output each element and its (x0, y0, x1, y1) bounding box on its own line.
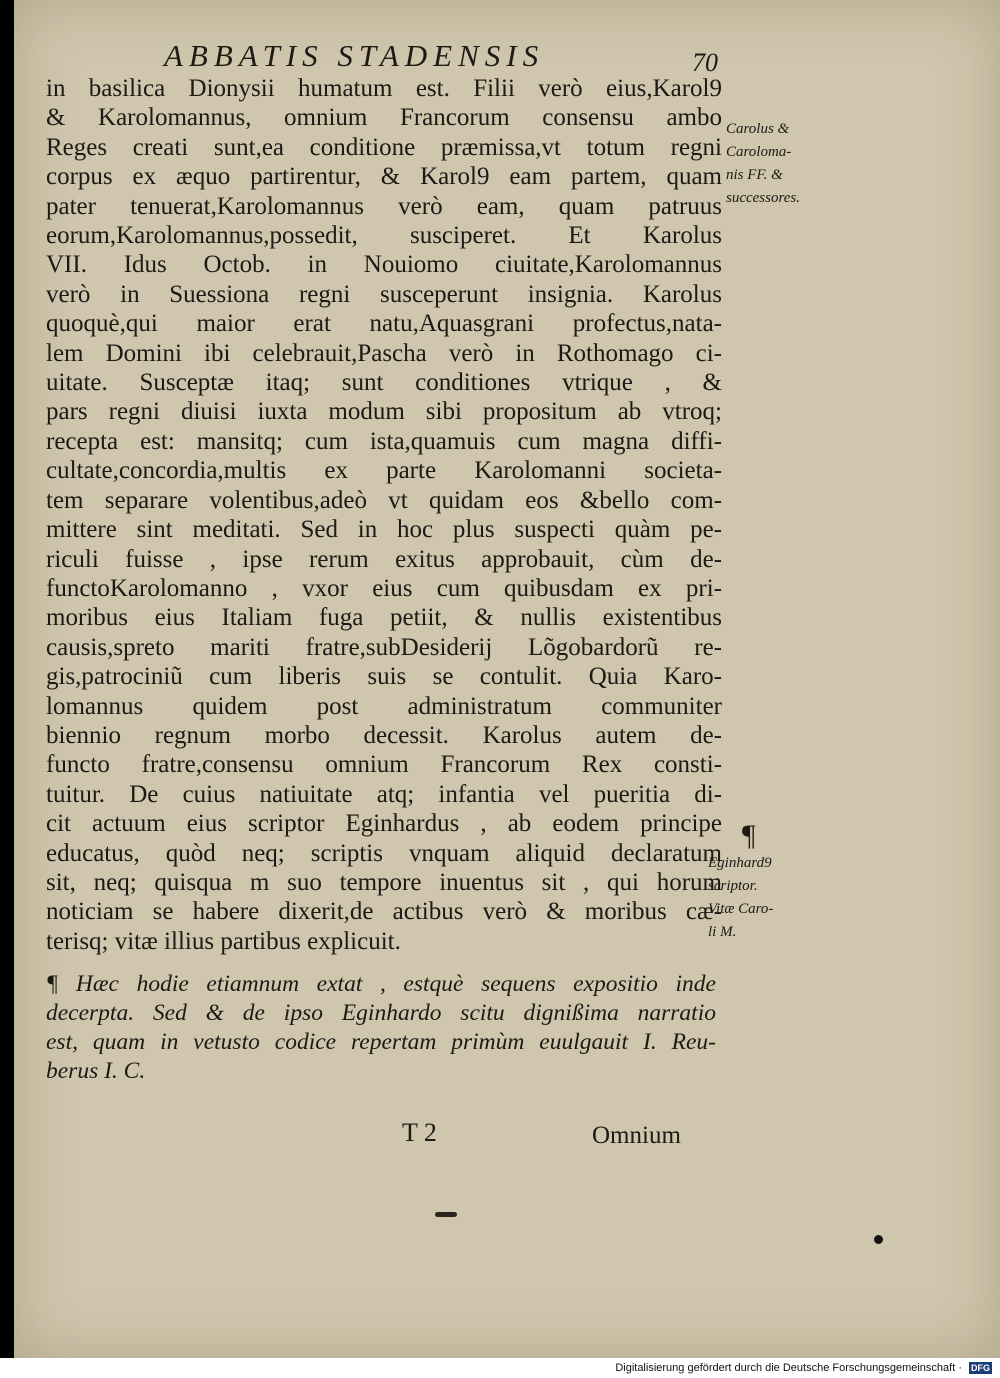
dark-spot (874, 1235, 883, 1244)
signature-mark: T 2 (402, 1118, 437, 1147)
text-line: eorum,Karolomannus,possedit, susciperet. Et Karolus (46, 222, 722, 250)
text-line: moribus eius Italiam fuga petiit, & nullis existentibus (46, 604, 722, 632)
marginal-note-line: Caroloma- (726, 144, 792, 160)
text-line: verò in Suessiona regni susceperunt insignia. Karolus (46, 280, 722, 308)
text-line: in basilica Dionysii humatum est. Filii verò eius,Karol9 (46, 75, 722, 102)
italic-note-paragraph (46, 970, 716, 1086)
text-line: VII. Idus Octob. in Nouiomo ciuitate,Karolomannus (46, 251, 722, 279)
text-line: lem Domini ibi celebrauit,Pascha verò in Rothomago ci- (46, 339, 722, 367)
text-line: Reges creati sunt,ea conditione præmissa,vt totum regni (46, 133, 722, 161)
text-line: corpus ex æquo partirentur, & Karol9 eam partem, quam (46, 163, 722, 191)
text-line: & Karolomannus, omnium Francorum consensu ambo (46, 104, 722, 132)
pilcrow-mark: ¶ (742, 819, 756, 852)
italic-text-line: decerpta. Sed & de ipso Eginhardo scitu dignißima narratio (46, 1000, 716, 1026)
catchword: Omnium (592, 1122, 681, 1149)
marginal-note-carolus (726, 118, 846, 210)
text-line: sit, neq; quisqua m suo tempore inuentus sit , qui horum (46, 868, 722, 896)
text-line: uitate. Susceptæ itaq; sunt conditiones vtrique , & (46, 369, 722, 397)
book-page (14, 0, 1000, 1358)
digitization-footer (0, 1358, 1000, 1378)
text-line: mittere sint meditati. Sed in hoc plus suspecti quàm pe- (46, 516, 722, 544)
text-line: causis,spreto mariti fratre,subDesiderij Lõgobardorũ re- (46, 633, 722, 661)
italic-text-line: berus I. C. (46, 1058, 146, 1084)
text-line: cultate,concordia,multis ex parte Karolomanni societa- (46, 457, 722, 485)
text-line: pars regni diuisi iuxta modum sibi propositum ab vtroq; (46, 398, 722, 426)
marginal-note-line: li M. (708, 924, 737, 940)
dfg-logo: DFG (971, 1363, 990, 1373)
text-line: quoquè,qui maior erat natu,Aquasgrani profectus,nata- (46, 310, 722, 338)
text-line: pater tenuerat,Karolomannus verò eam, quam patruus (46, 192, 722, 220)
italic-text-line: est, quam in vetusto codice repertam primùm euulgauit I. Reu- (46, 1029, 716, 1055)
funding-note: Digitalisierung gefördert durch die Deutsche Forschungsgemeinschaft · (615, 1362, 962, 1374)
text-line: lomannus quidem post administratum communiter (46, 692, 722, 720)
text-line: tuitur. De cuius natiuitate atq; infantia vel pueritia di- (46, 780, 722, 808)
running-title: ABBATIS STADENSIS (164, 38, 545, 73)
text-line: functoKarolomanno , vxor eius cum quibusdam ex pri- (46, 574, 722, 602)
text-line: educatus, quòd neq; scriptis vnquam aliquid declaratum (46, 839, 722, 867)
folio-number: 70 (692, 48, 718, 77)
marginal-note-line: Carolus & (726, 121, 790, 137)
marginal-note-line: successores. (726, 190, 801, 206)
marginal-note-line: scriptor. (708, 878, 758, 894)
text-line: gis,patrociniũ cum liberis suis se contulit. Quia Karo- (46, 663, 722, 691)
marginal-note-line: nis FF. & (726, 167, 783, 183)
text-line: cit actuum eius scriptor Eginhardus , ab eodem principe (46, 810, 722, 838)
italic-text-line: ¶ Hæc hodie etiamnum extat , estquè sequens expositio inde (46, 971, 716, 997)
text-line: tem separare volentibus,adeò vt quidam eos &bello com- (46, 486, 722, 514)
main-text-block (46, 74, 722, 956)
marginal-note-eginhard (708, 820, 838, 944)
text-line: noticiam se habere dixerit,de actibus verò & moribus cæ- (46, 898, 722, 926)
ink-smudge (435, 1212, 457, 1217)
text-line: terisq; vitæ illius partibus explicuit. (46, 927, 401, 955)
marginal-note-line: Vitæ Caro- (708, 901, 774, 917)
text-line: riculi fuisse , ipse rerum exitus approbauit, cùm de- (46, 545, 722, 573)
text-line: functo fratre,consensu omnium Francorum Rex consti- (46, 751, 722, 779)
text-line: recepta est: mansitq; cum ista,quamuis cum magna diffi- (46, 427, 722, 455)
text-line: biennio regnum morbo decessit. Karolus autem de- (46, 721, 722, 749)
marginal-note-line: Eginhard9 (708, 855, 772, 871)
